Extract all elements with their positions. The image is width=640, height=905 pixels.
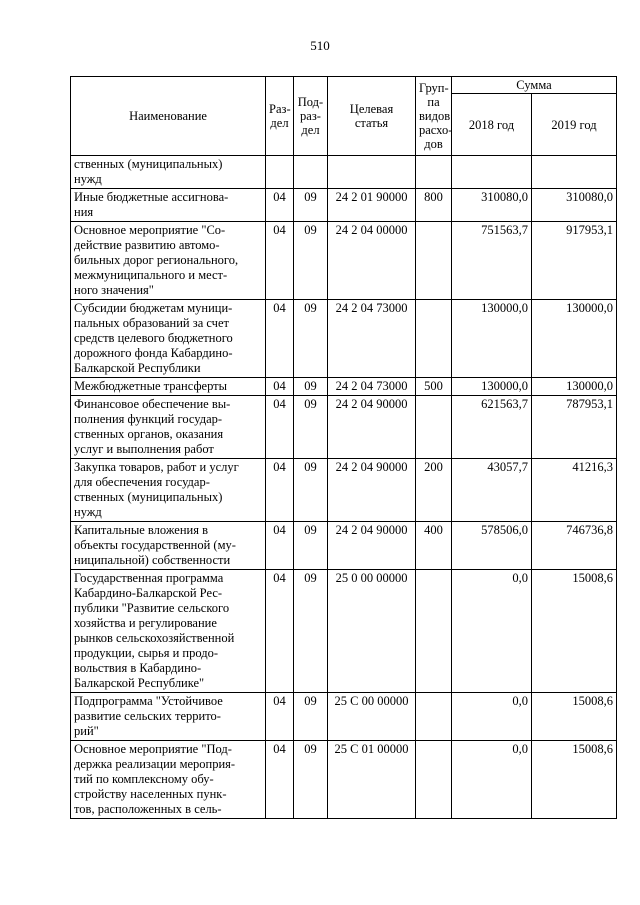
cell-name: Субсидии бюджетам муници- пальных образований за счет средств целевого бюджетного дорожного фонда Кабардино- Балкарской Республики: [71, 300, 266, 378]
cell-sum-2018: 130000,0: [452, 300, 532, 378]
cell-name: Основное мероприятие "Со- действие развитию автомо- бильных дорог регионального, межмуниципального и мест- ного значения": [71, 222, 266, 300]
cell-celevaya-statya: 25 С 01 00000: [328, 741, 416, 819]
cell-razdel: 04: [266, 222, 294, 300]
table-row: [71, 459, 617, 522]
table-row: [71, 300, 617, 378]
cell-podrazdel: 09: [294, 222, 328, 300]
cell-gruppa: [416, 570, 452, 693]
cell-sum-2018: 751563,7: [452, 222, 532, 300]
header-name-text: Наименование: [129, 109, 207, 123]
table-row: [71, 222, 617, 300]
cell-razdel: 04: [266, 300, 294, 378]
cell-razdel: 04: [266, 189, 294, 222]
cell-podrazdel: 09: [294, 300, 328, 378]
cell-celevaya-statya: 24 2 04 73000: [328, 378, 416, 396]
cell-razdel: [266, 156, 294, 189]
table-row: [71, 693, 617, 741]
cell-sum-2019: [532, 156, 617, 189]
cell-razdel: 04: [266, 741, 294, 819]
cell-gruppa: 800: [416, 189, 452, 222]
cell-celevaya-statya: 25 0 00 00000: [328, 570, 416, 693]
cell-name: Капитальные вложения в объекты государственной (му- ниципальной) собственности: [71, 522, 266, 570]
header-celevaya-text: Целевая статья: [349, 102, 394, 130]
cell-sum-2018: 130000,0: [452, 378, 532, 396]
cell-sum-2018: 621563,7: [452, 396, 532, 459]
cell-sum-2018: 578506,0: [452, 522, 532, 570]
cell-celevaya-statya: 24 2 04 90000: [328, 396, 416, 459]
cell-gruppa: [416, 693, 452, 741]
cell-podrazdel: 09: [294, 459, 328, 522]
header-year-2018: [452, 94, 532, 156]
cell-sum-2019: 130000,0: [532, 300, 617, 378]
cell-sum-2019: 41216,3: [532, 459, 617, 522]
cell-sum-2019: 130000,0: [532, 378, 617, 396]
cell-gruppa: [416, 396, 452, 459]
header-year-2019: [532, 94, 617, 156]
cell-name: Основное мероприятие "Под- держка реализации мероприя- тий по комплексному обу- стройству населенных пунк- тов, расположенных в сель-: [71, 741, 266, 819]
cell-sum-2018: 43057,7: [452, 459, 532, 522]
cell-celevaya-statya: 24 2 04 90000: [328, 522, 416, 570]
table-row: [71, 570, 617, 693]
cell-gruppa: 500: [416, 378, 452, 396]
cell-name: Межбюджетные трансферты: [71, 378, 266, 396]
cell-sum-2019: 15008,6: [532, 741, 617, 819]
cell-sum-2018: 0,0: [452, 741, 532, 819]
header-year-2018-text: 2018 год: [468, 117, 515, 132]
header-celevaya: [328, 77, 416, 156]
cell-podrazdel: 09: [294, 378, 328, 396]
cell-gruppa: [416, 300, 452, 378]
cell-celevaya-statya: 24 2 04 73000: [328, 300, 416, 378]
header-podrazdel-text: Под- раз- дел: [297, 95, 324, 137]
cell-podrazdel: 09: [294, 522, 328, 570]
cell-gruppa: 400: [416, 522, 452, 570]
cell-celevaya-statya: 25 С 00 00000: [328, 693, 416, 741]
cell-gruppa: 200: [416, 459, 452, 522]
cell-name: Закупка товаров, работ и услуг для обеспечения государ- ственных (муниципальных) нужд: [71, 459, 266, 522]
cell-name: Финансовое обеспечение вы- полнения функций государ- ственных органов, оказания услуг и выполнения работ: [71, 396, 266, 459]
cell-sum-2019: 15008,6: [532, 570, 617, 693]
cell-razdel: 04: [266, 570, 294, 693]
cell-gruppa: [416, 156, 452, 189]
cell-name: Подпрограмма "Устойчивое развитие сельских террито- рий": [71, 693, 266, 741]
cell-podrazdel: 09: [294, 693, 328, 741]
cell-celevaya-statya: 24 2 01 90000: [328, 189, 416, 222]
cell-gruppa: [416, 222, 452, 300]
table-row: [71, 189, 617, 222]
cell-celevaya-statya: [328, 156, 416, 189]
table-row: [71, 378, 617, 396]
budget-table: [70, 76, 617, 819]
table-row: [71, 156, 617, 189]
header-gruppa-text: Груп- па видов расхо- дов: [419, 81, 453, 151]
cell-sum-2019: 746736,8: [532, 522, 617, 570]
cell-podrazdel: 09: [294, 570, 328, 693]
table-row: [71, 741, 617, 819]
page-number: 510: [310, 38, 330, 53]
header-razdel-text: Раз- дел: [269, 102, 291, 130]
cell-gruppa: [416, 741, 452, 819]
cell-name: ственных (муниципальных) нужд: [71, 156, 266, 189]
cell-sum-2018: 0,0: [452, 693, 532, 741]
header-year-2019-text: 2019 год: [551, 117, 597, 132]
cell-podrazdel: 09: [294, 741, 328, 819]
cell-podrazdel: 09: [294, 396, 328, 459]
cell-razdel: 04: [266, 522, 294, 570]
cell-razdel: 04: [266, 693, 294, 741]
cell-razdel: 04: [266, 396, 294, 459]
cell-sum-2018: [452, 156, 532, 189]
cell-podrazdel: [294, 156, 328, 189]
cell-sum-2019: 15008,6: [532, 693, 617, 741]
cell-sum-2019: 310080,0: [532, 189, 617, 222]
header-podrazdel: [294, 77, 328, 156]
table-body: [71, 156, 617, 819]
cell-sum-2018: 0,0: [452, 570, 532, 693]
cell-razdel: 04: [266, 378, 294, 396]
cell-celevaya-statya: 24 2 04 90000: [328, 459, 416, 522]
table-row: [71, 522, 617, 570]
header-name: [71, 77, 266, 156]
cell-sum-2018: 310080,0: [452, 189, 532, 222]
cell-sum-2019: 917953,1: [532, 222, 617, 300]
table-header: [71, 77, 617, 156]
header-gruppa: [416, 77, 452, 156]
table-row: [71, 396, 617, 459]
cell-sum-2019: 787953,1: [532, 396, 617, 459]
cell-celevaya-statya: 24 2 04 00000: [328, 222, 416, 300]
cell-razdel: 04: [266, 459, 294, 522]
cell-podrazdel: 09: [294, 189, 328, 222]
header-summa: [452, 77, 617, 94]
cell-name: Иные бюджетные ассигнова- ния: [71, 189, 266, 222]
header-razdel: [266, 77, 294, 156]
cell-name: Государственная программа Кабардино-Балкарской Рес- публики "Развитие сельского хозяйства и регулирование рынков сельскохозяйственной продукции, сырья и продо- вольствия в Кабардино- Балкарской Республике": [71, 570, 266, 693]
header-summa-text: Сумма: [516, 78, 552, 93]
